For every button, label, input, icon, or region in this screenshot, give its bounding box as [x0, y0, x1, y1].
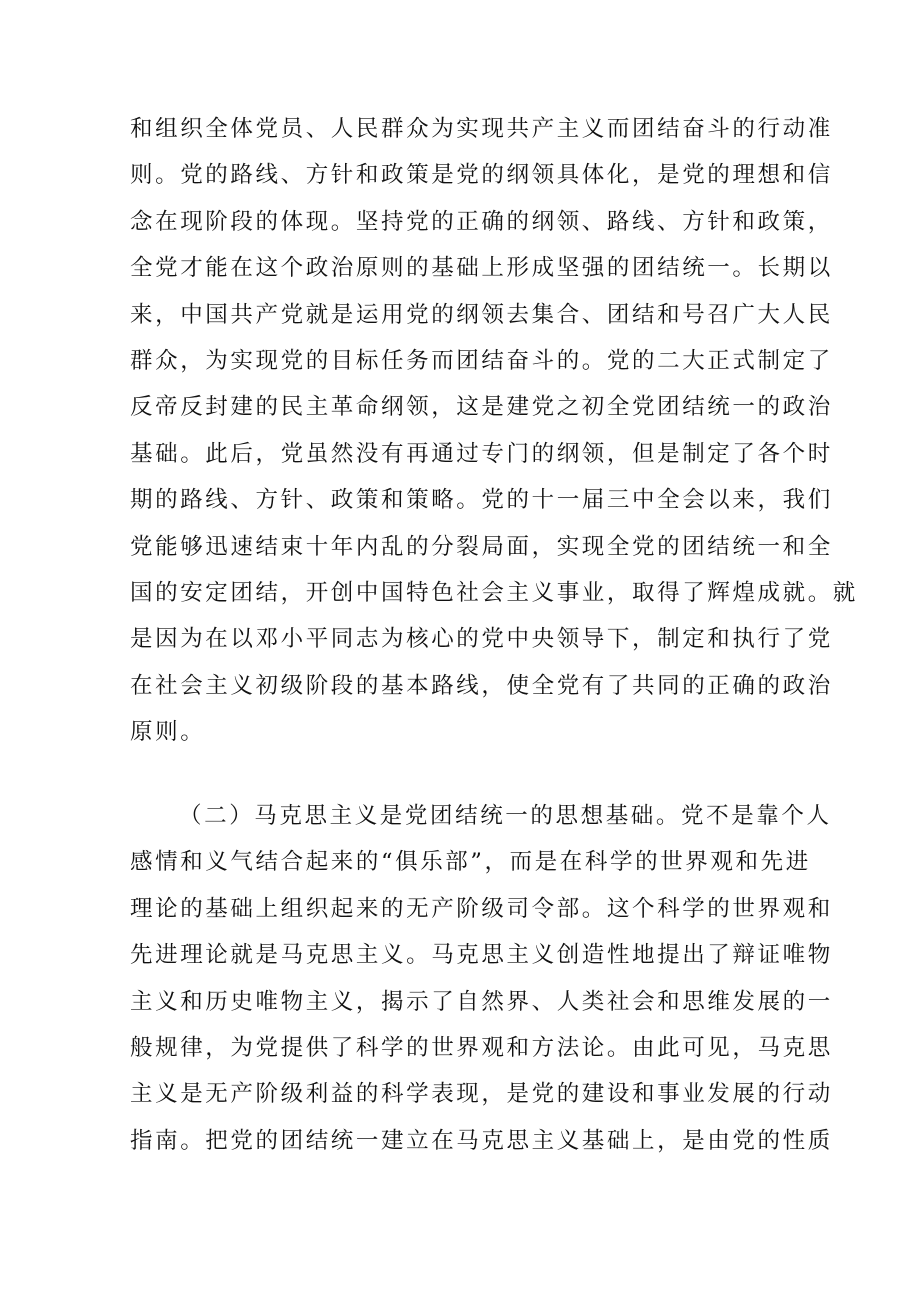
text-line: 是因为在以邓小平同志为核心的党中央领导下，制定和执行了党 [130, 626, 833, 653]
text-line: 原则。 [130, 719, 206, 746]
text-line: 念在现阶段的体现。坚持党的正确的纲领、路线、方针和政策， [130, 208, 833, 235]
text-line: 和组织全体党员、人民群众为实现共产主义而团结奋斗的行动准 [130, 116, 833, 142]
text-line: 反帝反封建的民主革命纲领，这是建党之初全党团结统一的政治 [130, 394, 833, 421]
section-heading-line: （二）马克思主义是党团结统一的思想基础。党不是靠个人 [179, 803, 832, 829]
text-line: 先进理论就是马克思主义。马克思主义创造性地提出了辩证唯物 [130, 942, 833, 969]
text-line: 理论的基础上组织起来的无产阶级司令部。这个科学的世界观和 [130, 895, 833, 922]
text-line: 主义和历史唯物主义，揭示了自然界、人类社会和思维发展的一 [130, 988, 833, 1015]
paragraph-marxism-foundation [130, 793, 833, 1164]
text-line: 基础。此后，党虽然没有再通过专门的纲领，但是制定了各个时 [130, 440, 833, 467]
text-line: 期的路线、方针、政策和策略。党的十一届三中全会以来，我们 [130, 487, 833, 514]
text-line: 来，中国共产党就是运用党的纲领去集合、团结和号召广大人民 [130, 301, 833, 328]
text-line: 群众，为实现党的目标任务而团结奋斗的。党的二大正式制定了 [130, 348, 833, 375]
text-line: 则。党的路线、方针和政策是党的纲领具体化，是党的理想和信 [130, 162, 833, 189]
text-line: 在社会主义初级阶段的基本路线，使全党有了共同的正确的政治 [130, 672, 833, 699]
text-line: 指南。把党的团结统一建立在马克思主义基础上，是由党的性质 [130, 1127, 833, 1154]
text-line: 般规律，为党提供了科学的世界观和方法论。由此可见，马克思 [130, 1035, 833, 1062]
text-line: 国的安定团结，开创中国特色社会主义事业，取得了辉煌成就。就 [130, 580, 858, 607]
text-line: 感情和义气结合起来的“俱乐部”，而是在科学的世界观和先进 [130, 849, 811, 876]
text-line: 全党才能在这个政治原则的基础上形成坚强的团结统一。长期以 [130, 255, 833, 282]
text-line: 主义是无产阶级利益的科学表现，是党的建设和事业发展的行动 [130, 1081, 833, 1108]
paragraph-party-program [130, 106, 858, 756]
text-line: 党能够迅速结束十年内乱的分裂局面，实现全党的团结统一和全 [130, 533, 833, 560]
